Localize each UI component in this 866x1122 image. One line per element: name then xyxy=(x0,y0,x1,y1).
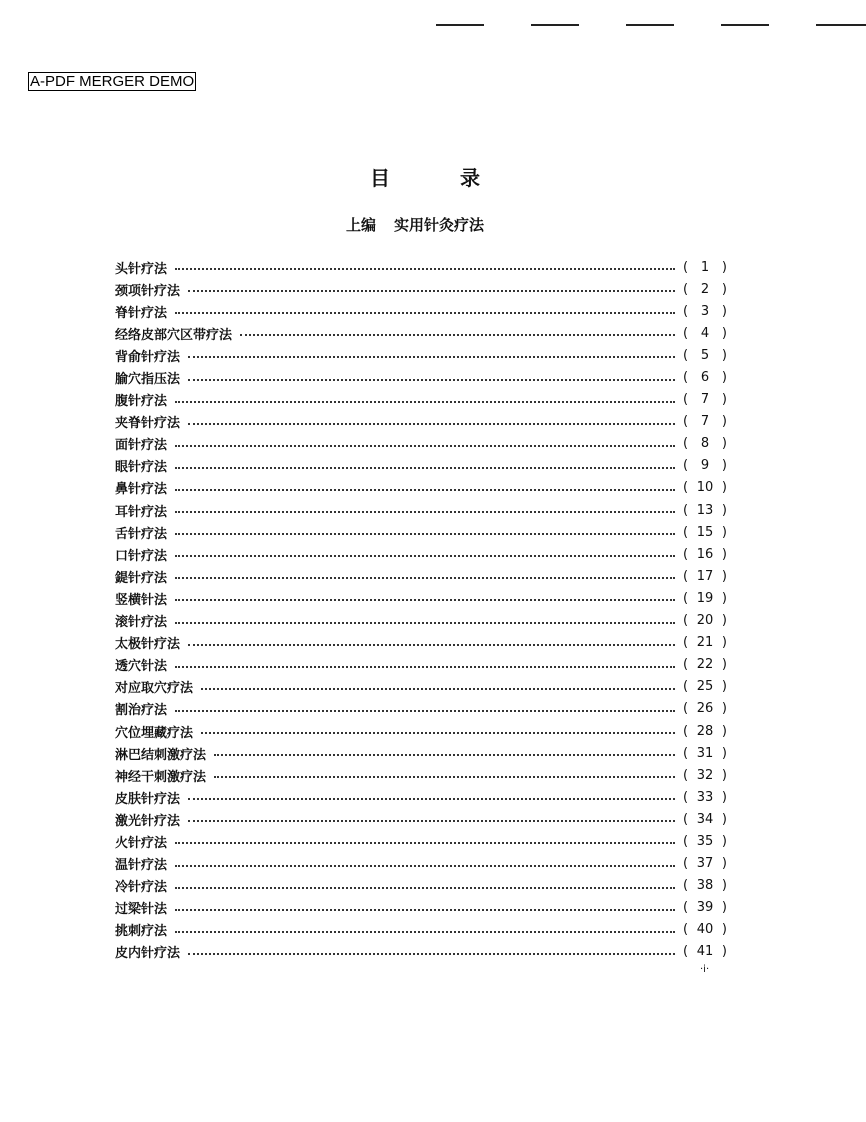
toc-entry[interactable] xyxy=(115,477,727,499)
leader-dots xyxy=(175,599,675,601)
toc-entry[interactable] xyxy=(115,808,727,830)
toc-entry-label: 耳针疗法 xyxy=(115,504,168,520)
watermark-label: A-PDF MERGER DEMO xyxy=(30,73,195,90)
page-number: 9 xyxy=(700,458,710,474)
toc-entry[interactable] xyxy=(115,433,727,455)
toc-entry-label: 太极针疗法 xyxy=(115,637,181,653)
toc-entry-label: 经络皮部穴区带疗法 xyxy=(115,327,233,343)
leader-dots xyxy=(214,776,675,778)
page-number: 19 xyxy=(696,590,714,606)
toc-entry[interactable] xyxy=(115,875,727,897)
toc-entry-page: ( 17 ) xyxy=(683,568,727,584)
leader-dots xyxy=(175,842,675,844)
toc-entry-label: 挑刺疗法 xyxy=(115,924,168,940)
page-number: 3 xyxy=(700,303,710,319)
page-number: 1 xyxy=(700,259,710,275)
table-of-contents xyxy=(115,256,727,963)
toc-entry-page: ( 2 ) xyxy=(683,281,727,297)
leader-dots xyxy=(175,909,675,911)
toc-entry-label: 皮肤针疗法 xyxy=(115,791,181,807)
toc-entry-label: 火针疗法 xyxy=(115,835,168,851)
toc-entry-label: 滚针疗法 xyxy=(115,615,168,631)
toc-entry-label: 口针疗法 xyxy=(115,548,168,564)
page-number-footer: ·i· xyxy=(700,964,710,975)
toc-entry-page: ( 8 ) xyxy=(683,436,727,452)
toc-entry-label: 竖横针法 xyxy=(115,592,168,608)
toc-entry-page: ( 34 ) xyxy=(683,811,727,827)
page-number: 7 xyxy=(700,392,710,408)
page-number: 4 xyxy=(700,325,710,341)
toc-entry-page: ( 7 ) xyxy=(683,414,727,430)
page-number: 39 xyxy=(696,900,714,916)
toc-entry-page: ( 38 ) xyxy=(683,878,727,894)
section-name: 实用针灸疗法 xyxy=(394,216,485,234)
toc-entry[interactable] xyxy=(115,587,727,609)
page-number: 8 xyxy=(700,436,710,452)
leader-dots xyxy=(175,555,675,557)
toc-entry-page: ( 5 ) xyxy=(683,347,727,363)
toc-entry[interactable] xyxy=(115,278,727,300)
toc-entry-label: 冷针疗法 xyxy=(115,880,168,896)
toc-entry-page: ( 9 ) xyxy=(683,458,727,474)
leader-dots xyxy=(175,268,675,270)
toc-entry-page: ( 13 ) xyxy=(683,502,727,518)
page-number: 34 xyxy=(696,811,714,827)
toc-entry[interactable] xyxy=(115,919,727,941)
leader-dots xyxy=(175,489,675,491)
toc-entry-page: ( 1 ) xyxy=(683,259,727,275)
toc-entry[interactable] xyxy=(115,543,727,565)
header-rule xyxy=(436,24,484,26)
leader-dots xyxy=(188,290,675,292)
toc-entry-page: ( 31 ) xyxy=(683,745,727,761)
page-number: 28 xyxy=(696,723,714,739)
toc-entry-label: 激光针疗法 xyxy=(115,813,181,829)
page-number: 15 xyxy=(696,524,714,540)
page-number: 5 xyxy=(700,347,710,363)
leader-dots xyxy=(188,798,675,800)
toc-entry-page: ( 6 ) xyxy=(683,370,727,386)
page-number: 32 xyxy=(696,767,714,783)
toc-entry[interactable] xyxy=(115,322,727,344)
toc-entry-page: ( 21 ) xyxy=(683,635,727,651)
toc-entry-page: ( 33 ) xyxy=(683,789,727,805)
toc-entry[interactable] xyxy=(115,764,727,786)
toc-entry-page: ( 32 ) xyxy=(683,767,727,783)
toc-entry-page: ( 39 ) xyxy=(683,900,727,916)
toc-entry-label: 穴位埋藏疗法 xyxy=(115,725,194,741)
toc-entry-label: 淋巴结刺激疗法 xyxy=(115,747,207,763)
page-number: 35 xyxy=(696,833,714,849)
leader-dots xyxy=(175,710,675,712)
header-rule xyxy=(816,24,866,26)
leader-dots xyxy=(175,865,675,867)
page-number: 10 xyxy=(696,480,714,496)
header-rule xyxy=(626,24,674,26)
leader-dots xyxy=(240,334,675,336)
toc-entry-page: ( 25 ) xyxy=(683,679,727,695)
leader-dots xyxy=(201,732,675,734)
toc-entry-label: 头针疗法 xyxy=(115,261,168,277)
toc-entry[interactable] xyxy=(115,676,727,698)
toc-entry[interactable] xyxy=(115,565,727,587)
toc-entry-label: 温针疗法 xyxy=(115,858,168,874)
toc-entry[interactable] xyxy=(115,389,727,411)
page-number: 26 xyxy=(696,701,714,717)
toc-entry[interactable] xyxy=(115,654,727,676)
leader-dots xyxy=(201,688,675,690)
toc-entry-page: ( 26 ) xyxy=(683,701,727,717)
toc-entry-label: 鼻针疗法 xyxy=(115,482,168,498)
header-rule xyxy=(531,24,579,26)
toc-entry[interactable] xyxy=(115,610,727,632)
toc-entry[interactable] xyxy=(115,300,727,322)
toc-entry[interactable] xyxy=(115,499,727,521)
toc-entry-page: ( 37 ) xyxy=(683,856,727,872)
toc-entry-label: 鍉针疗法 xyxy=(115,570,168,586)
page-number: 40 xyxy=(696,922,714,938)
page-number: 31 xyxy=(696,745,714,761)
toc-entry-page: ( 35 ) xyxy=(683,833,727,849)
toc-entry[interactable] xyxy=(115,786,727,808)
toc-entry-label: 皮内针疗法 xyxy=(115,946,181,962)
page-number: 7 xyxy=(700,414,710,430)
leader-dots xyxy=(175,666,675,668)
leader-dots xyxy=(188,423,675,425)
toc-entry-label: 腹针疗法 xyxy=(115,394,168,410)
leader-dots xyxy=(175,312,675,314)
page-number: 16 xyxy=(696,546,714,562)
toc-entry[interactable] xyxy=(115,830,727,852)
toc-entry[interactable] xyxy=(115,256,727,278)
toc-entry-label: 背俞针疗法 xyxy=(115,349,181,365)
page-number: 38 xyxy=(696,878,714,894)
toc-entry[interactable] xyxy=(115,455,727,477)
toc-entry-label: 颈项针疗法 xyxy=(115,283,181,299)
leader-dots xyxy=(188,820,675,822)
toc-entry-label: 眼针疗法 xyxy=(115,460,168,476)
header-rule xyxy=(721,24,769,26)
leader-dots xyxy=(175,931,675,933)
toc-entry-label: 透穴针法 xyxy=(115,659,168,675)
toc-entry-page: ( 41 ) xyxy=(683,944,727,960)
toc-entry-label: 神经干刺激疗法 xyxy=(115,769,207,785)
toc-entry[interactable] xyxy=(115,632,727,654)
toc-entry-page: ( 22 ) xyxy=(683,657,727,673)
toc-entry[interactable] xyxy=(115,853,727,875)
toc-entry[interactable] xyxy=(115,742,727,764)
leader-dots xyxy=(175,622,675,624)
page-number: 25 xyxy=(696,679,714,695)
page-number: 13 xyxy=(696,502,714,518)
page-number: 6 xyxy=(700,370,710,386)
toc-entry-page: ( 10 ) xyxy=(683,480,727,496)
leader-dots xyxy=(188,953,675,955)
leader-dots xyxy=(214,754,675,756)
toc-entry[interactable] xyxy=(115,411,727,433)
page-number: 17 xyxy=(696,568,714,584)
leader-dots xyxy=(175,511,675,513)
toc-entry[interactable] xyxy=(115,720,727,742)
toc-entry[interactable] xyxy=(115,521,727,543)
toc-entry-page: ( 16 ) xyxy=(683,546,727,562)
section-part: 上编 xyxy=(346,216,377,234)
toc-entry-label: 脊针疗法 xyxy=(115,305,168,321)
toc-entry[interactable] xyxy=(115,897,727,919)
leader-dots xyxy=(175,533,675,535)
toc-entry-label: 舌针疗法 xyxy=(115,526,168,542)
toc-entry[interactable] xyxy=(115,344,727,366)
page-title: 目录 xyxy=(370,166,550,190)
toc-entry-label: 夹脊针疗法 xyxy=(115,416,181,432)
leader-dots xyxy=(188,379,675,381)
leader-dots xyxy=(188,356,675,358)
toc-entry-label: 对应取穴疗法 xyxy=(115,681,194,697)
leader-dots xyxy=(188,644,675,646)
toc-entry-page: ( 3 ) xyxy=(683,303,727,319)
toc-entry[interactable] xyxy=(115,366,727,388)
page-number: 22 xyxy=(696,657,714,673)
toc-entry-label: 过梁针法 xyxy=(115,902,168,918)
toc-entry-page: ( 28 ) xyxy=(683,723,727,739)
page-number: 33 xyxy=(696,789,714,805)
toc-entry-page: ( 7 ) xyxy=(683,392,727,408)
page-number: 2 xyxy=(700,281,710,297)
toc-entry-label: 割治疗法 xyxy=(115,703,168,719)
toc-entry[interactable] xyxy=(115,941,727,963)
leader-dots xyxy=(175,577,675,579)
section-heading xyxy=(346,214,502,235)
toc-entry-label: 腧穴指压法 xyxy=(115,372,181,388)
page-number: 41 xyxy=(696,944,714,960)
toc-entry-page: ( 20 ) xyxy=(683,613,727,629)
toc-entry-label: 面针疗法 xyxy=(115,438,168,454)
toc-entry-page: ( 4 ) xyxy=(683,325,727,341)
page-number: 20 xyxy=(696,613,714,629)
toc-entry-page: ( 15 ) xyxy=(683,524,727,540)
toc-entry-page: ( 40 ) xyxy=(683,922,727,938)
leader-dots xyxy=(175,467,675,469)
leader-dots xyxy=(175,401,675,403)
leader-dots xyxy=(175,445,675,447)
toc-entry[interactable] xyxy=(115,698,727,720)
page-number: 37 xyxy=(696,856,714,872)
toc-entry-page: ( 19 ) xyxy=(683,590,727,606)
page-number: 21 xyxy=(696,635,714,651)
leader-dots xyxy=(175,887,675,889)
